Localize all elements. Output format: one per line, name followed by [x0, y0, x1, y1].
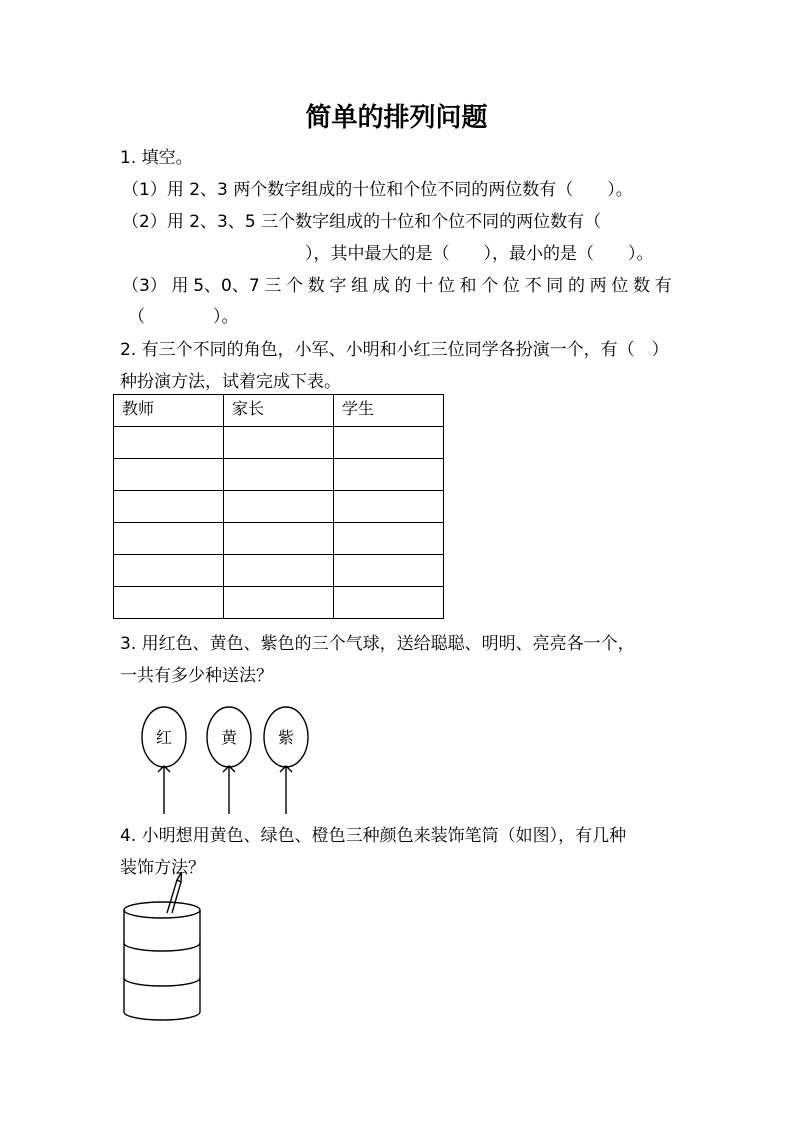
- q2-line2: 种扮演方法，试着完成下表。: [120, 372, 341, 392]
- q1-part3-word: 用: [171, 276, 189, 296]
- balloon-red: [142, 707, 186, 814]
- balloon-label: 紫: [277, 728, 295, 747]
- q1-part2-line1: （2）用 2、3、5 三个数字组成的十位和个位不同的两位数有（: [122, 212, 602, 232]
- q1-part3-word: 数: [633, 276, 651, 296]
- q1-part3-word: 同: [546, 276, 564, 296]
- q1-part1: （1）用 2、3 两个数字组成的十位和个位不同的两位数有（ ）。: [122, 180, 633, 200]
- q1-part3-word: 位: [437, 276, 455, 296]
- q1-part2-line2: ），其中最大的是（ ），最小的是（ ）。: [305, 244, 654, 264]
- q1-part3-word: 组: [351, 276, 369, 296]
- q1-part3-word: 不: [524, 276, 542, 296]
- q1-heading: 1. 填空。: [120, 148, 193, 168]
- balloon-label: 红: [155, 728, 173, 747]
- q1-part3-word: 5、0、7: [193, 276, 260, 296]
- q1-part3-word: 个: [286, 276, 304, 296]
- balloon-label: 黄: [220, 728, 238, 747]
- q1-part3-word: 字: [329, 276, 347, 296]
- q1-part3-word: 三: [264, 276, 282, 296]
- balloon-yellow: [207, 707, 251, 814]
- q1-part3-word: 两: [589, 276, 607, 296]
- q1-part3-word: 和: [459, 276, 477, 296]
- pen-holder-illustration: [124, 872, 200, 1020]
- header-cell-teacher: 教师: [114, 395, 224, 427]
- q1-part3-word: 的: [394, 276, 412, 296]
- balloon-purple: [264, 707, 308, 814]
- q1-part3-word: 位: [502, 276, 520, 296]
- q2-line1: 2. 有三个不同的角色，小军、小明和小红三位同学各扮演一个，有（ ）: [120, 340, 669, 360]
- q1-part3-word: （3）: [122, 276, 167, 296]
- q1-part3-word: 十: [416, 276, 434, 296]
- q4-line2: 装饰方法？: [120, 858, 205, 878]
- q3-line1: 3. 用红色、黄色、紫色的三个气球，送给聪聪、明明、亮亮各一个，: [120, 634, 635, 654]
- q1-part3-word: 个: [481, 276, 499, 296]
- q3-line2: 一共有多少种送法？: [120, 666, 273, 686]
- q1-part3-word: 成: [372, 276, 390, 296]
- header-cell-student: 学生: [334, 395, 444, 427]
- q1-part3-word: 有: [654, 276, 672, 296]
- page-title: 简单的排列问题: [305, 103, 488, 133]
- header-cell-parent: 家长: [224, 395, 334, 427]
- q1-part3-line2: （ ）。: [128, 307, 239, 327]
- q1-part3-word: 数: [307, 276, 325, 296]
- q4-line1: 4. 小明想用黄色、绿色、橙色三种颜色来装饰笔筒（如图），有几种: [120, 826, 627, 846]
- q1-part3-word: 的: [567, 276, 585, 296]
- q1-part3-word: 位: [611, 276, 629, 296]
